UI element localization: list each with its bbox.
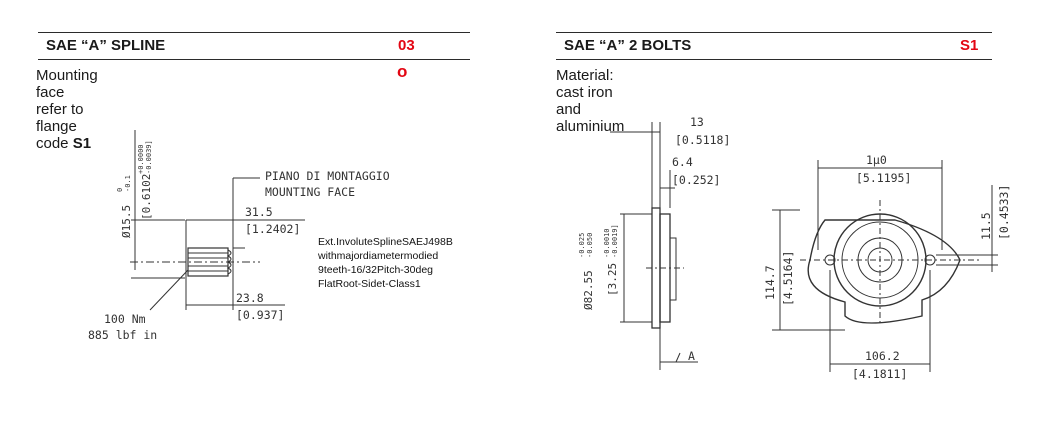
- torque2: 885 lbf in: [88, 328, 158, 342]
- left-marker: o: [397, 62, 408, 81]
- dia-main-sup: 0: [116, 187, 124, 192]
- pilot-in-sub: -0.0019]: [611, 224, 619, 258]
- left-subtitle-code: S1: [72, 135, 92, 152]
- left-subtitle-text: Mounting face refer to flange code: [36, 67, 98, 152]
- spline-note-4: FlatRoot-Sidet-Class1: [318, 278, 421, 290]
- dim1: 31.5: [245, 205, 273, 219]
- left-header: [38, 32, 470, 60]
- dim-13-in: [0.5118]: [675, 133, 731, 147]
- pilot-sub: -0.050: [586, 232, 594, 258]
- datum: A: [688, 349, 695, 363]
- dia-main-sub: -0.1: [124, 175, 132, 192]
- width: 1μ0: [866, 153, 887, 167]
- height: 114.7: [763, 265, 777, 300]
- dim-64: 6.4: [672, 155, 693, 169]
- height-in: [4.5164]: [781, 250, 795, 306]
- dia-inch-sub: -0.0039]: [145, 140, 153, 174]
- pilot: Ø82.55: [582, 270, 595, 310]
- dia-main: Ø15.5: [120, 204, 133, 238]
- spline-note-2: withmajordiametermodied: [318, 250, 439, 262]
- right-code: S1: [960, 37, 979, 54]
- dim2-in: [0.937]: [236, 308, 285, 322]
- mount-it: PIANO DI MONTAGGIO: [265, 169, 390, 183]
- body-w-in: [4.1811]: [852, 367, 908, 381]
- dia-inch-sup: +0.0000: [137, 144, 145, 174]
- left-code: 03: [398, 37, 415, 54]
- dim-13: 13: [690, 115, 704, 129]
- pilot-in: [3.25: [606, 262, 619, 296]
- mount-en: MOUNTING FACE: [265, 185, 356, 199]
- flange-drawing: [560, 110, 1040, 410]
- right-subtitle: Material: cast iron and aluminium: [556, 67, 625, 135]
- bolt-dia-in: [0.4533]: [997, 184, 1011, 240]
- torque1: 100 Nm: [104, 312, 146, 326]
- dim1-in: [1.2402]: [245, 222, 301, 236]
- dim2: 23.8: [236, 291, 264, 305]
- spline-drawing: [0, 120, 480, 420]
- spline-note-1: Ext.InvoluteSplineSAEJ498B: [318, 236, 453, 248]
- width-in: [5.1195]: [856, 171, 912, 185]
- pilot-sup: -0.025: [578, 232, 586, 258]
- dia-inch: [0.6102: [140, 173, 153, 220]
- dim-64-in: [0.252]: [672, 173, 721, 187]
- pilot-in-sup: -0.0010: [603, 228, 611, 258]
- bolt-dia: 11.5: [979, 212, 993, 240]
- body-w: 106.2: [865, 349, 900, 363]
- right-title: SAE “A” 2 BOLTS: [564, 37, 692, 54]
- left-title: SAE “A” SPLINE: [46, 37, 166, 54]
- spline-note-3: 9teeth-16/32Pitch-30deg: [318, 264, 434, 276]
- right-header: [556, 32, 992, 60]
